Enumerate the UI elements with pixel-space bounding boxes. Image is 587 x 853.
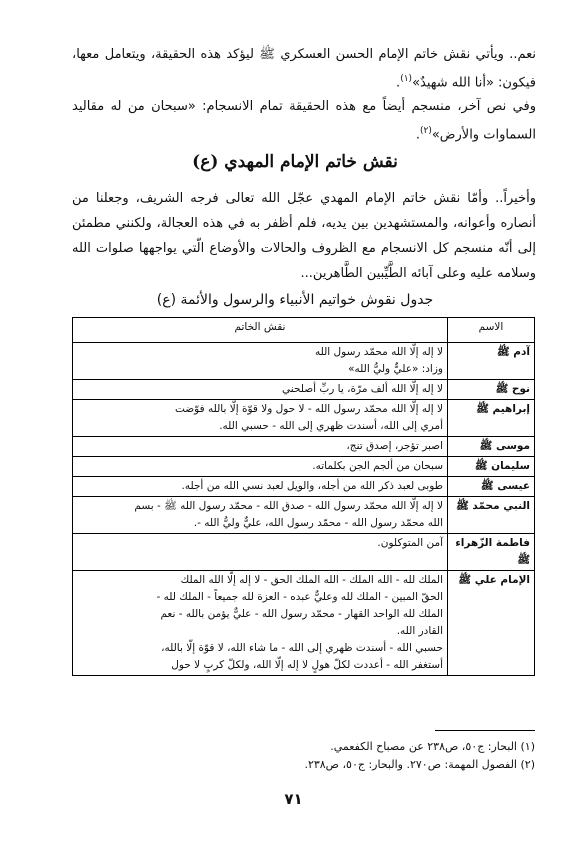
column-header-name: الاسم bbox=[448, 318, 535, 343]
table-row bbox=[73, 571, 535, 676]
row-seal-cell bbox=[73, 477, 448, 497]
row-seal-cell bbox=[73, 457, 448, 477]
row-name-cell: النبي محمّد ﷺ bbox=[448, 497, 535, 534]
row-seal-cell bbox=[73, 380, 448, 400]
row-seal-cell bbox=[73, 534, 448, 571]
footnote-1: (١) البحار: ج٥٠، ص٢٣٨ عن مصباح الكفعمي. bbox=[330, 740, 535, 753]
seal-line: القادر الله. bbox=[396, 625, 443, 637]
row-name-cell: نوح ﷺ bbox=[448, 380, 535, 400]
row-seal-cell bbox=[73, 497, 448, 534]
seal-line: الحقّ المبين - الملك لله وعليٌّ عبده - العزة لله جميعاً - الملك لله - bbox=[156, 591, 443, 603]
table-row bbox=[73, 534, 535, 571]
paragraph-2-text: وفي نص آخر، منسجم أيضاً مع هذه الحقيقة تمام الانسجام: «سبحان من له مقاليد السماوات والأرض» bbox=[72, 99, 536, 143]
footnote-2: (٢) الفصول المهمة: ص٢٧٠. والبحار: ج٥٠، ص٢٣٨. bbox=[304, 758, 535, 771]
table-header-row bbox=[73, 318, 535, 343]
seal-line: لا إله إلّا الله ألف مرّة، يا ربِّ أصلحني bbox=[282, 383, 443, 395]
row-name-cell: الإمام علي ﷺ bbox=[448, 571, 535, 676]
footnote-mark-2: (٢) bbox=[419, 126, 432, 136]
seal-line: آمن المتوكلون. bbox=[377, 537, 443, 549]
seal-line: حسبي الله - أسندت ظهري إلى الله - ما شاء الله، لا قوّة إلّا بالله، bbox=[161, 642, 443, 654]
paragraph-1-text: نعم.. ويأتي نقش خاتم الإمام الحسن العسكري ﷺ ليؤكد هذه الحقيقة، ويتعامل معها، فيكون: «أنا الله شهيدٌ» bbox=[72, 47, 536, 91]
table-row bbox=[73, 477, 535, 497]
seal-line: وزاد: «عليٌّ وليُّ الله» bbox=[348, 363, 443, 375]
footnote-divider bbox=[435, 730, 535, 731]
row-name-cell: آدم ﷺ bbox=[448, 343, 535, 380]
table-row bbox=[73, 437, 535, 457]
paragraph-2: وفي نص آخر، منسجم أيضاً مع هذه الحقيقة تمام الانسجام: «سبحان من له مقاليد السماوات والأرض»$^{(٢)}$. bbox=[72, 99, 536, 143]
seal-line: أستغفر الله - أعددت لكلّ هولٍ لا إله إلّا الله، ولكلّ كربٍ لا حول bbox=[171, 659, 443, 671]
seal-line: طوبى لعبد ذكر الله من أجله، والويل لعبد نسي الله من أجله. bbox=[181, 480, 443, 492]
seal-line: لا إله إلّا الله محمّد رسول الله - لا حول ولا قوّة إلّا بالله فوّضت bbox=[174, 403, 443, 415]
table-row bbox=[73, 497, 535, 534]
row-seal-cell bbox=[73, 400, 448, 437]
row-seal-cell bbox=[73, 437, 448, 457]
footnote-mark-1: (١) bbox=[400, 74, 413, 84]
seal-line: اصبر تؤجر، إصدق تنج، bbox=[346, 440, 443, 452]
seal-line: الملك لله الواحد القهار - محمّد رسول الله - عليٌّ يؤمن بالله - نعم bbox=[160, 608, 443, 620]
row-seal-cell bbox=[73, 571, 448, 676]
seal-line: أمري إلى الله، أسندت ظهري إلى الله - حسبي الله. bbox=[219, 420, 443, 432]
seal-line: لا إله إلّا الله محمّد رسول الله bbox=[314, 346, 443, 358]
seal-line: الملك لله - الله الملك - الله الملك الحق - لا إله إلّا الله الملك bbox=[180, 574, 443, 586]
table-row bbox=[73, 343, 535, 380]
row-seal-cell bbox=[73, 343, 448, 380]
row-name-cell: إبراهيم ﷺ bbox=[448, 400, 535, 437]
seal-line: لا إله إلّا الله محمّد رسول الله - صدق الله - محمّد رسول الله ﷺ - بسم bbox=[134, 500, 443, 512]
row-name-cell: سليمان ﷺ bbox=[448, 457, 535, 477]
row-name-cell: موسى ﷺ bbox=[448, 437, 535, 457]
section-heading: نقش خاتم الإمام المهدي (ع) bbox=[192, 152, 398, 172]
paragraph-1: نعم.. ويأتي نقش خاتم الإمام الحسن العسكري ﷺ ليؤكد هذه الحقيقة، ويتعامل معها، فيكون: «أنا الله شهيدٌ»$^{(١)}$. bbox=[72, 47, 536, 91]
table-body bbox=[73, 343, 535, 676]
column-header-seal: نقش الخاتم bbox=[73, 318, 448, 343]
row-name-cell: فاطمة الزّهراء ﷺ bbox=[448, 534, 535, 571]
seals-table bbox=[72, 317, 535, 676]
page-number: ٧١ bbox=[284, 790, 303, 808]
seal-line: سبحان من ألجم الجن بكلماته. bbox=[312, 460, 443, 472]
table-row bbox=[73, 380, 535, 400]
paragraph-3: وأخيراً.. وأمّا نقش خاتم الإمام المهدي عجّل الله تعالى فرجه الشريف، وجعلنا من أنصاره وأعوانه، والمستشهدين بين يديه، فلم أظفر به في هذه العجالة، ولكنني مطمئن إلى أنّه منسجم كل الانسجام مع الظروف والحالات والأوضاع الّتي يواجهها صلوات الله وسلامه عليه وعلى آبائه الطَّيِّبين الطَّاهرين... bbox=[72, 191, 536, 281]
table-row bbox=[73, 400, 535, 437]
row-name-cell: عيسى ﷺ bbox=[448, 477, 535, 497]
seal-line: الله محمّد رسول الله - محمّد رسول الله، عليٌّ وليُّ الله -. bbox=[193, 517, 443, 529]
table-row bbox=[73, 457, 535, 477]
table-caption: جدول نقوش خواتيم الأنبياء والرسول والأئمة (ع) bbox=[156, 292, 434, 308]
